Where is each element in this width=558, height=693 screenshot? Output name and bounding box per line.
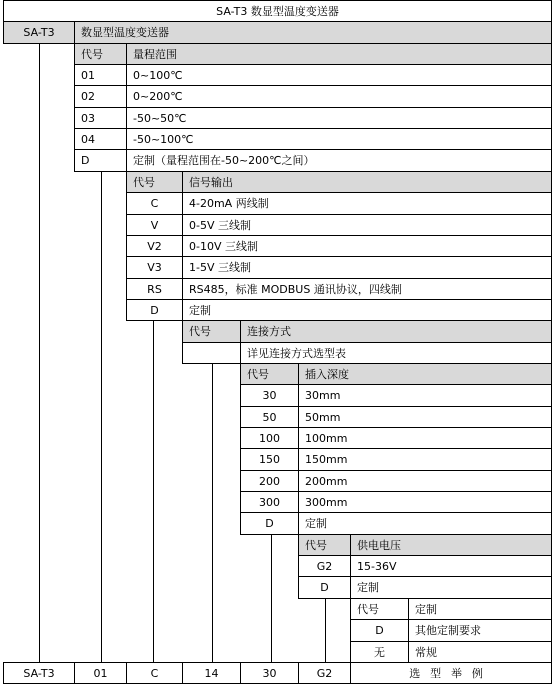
range-desc-cell: -50~100℃ <box>126 128 552 150</box>
power-code-cell: D <box>298 576 351 599</box>
connection-desc-cell: 详见连接方式选型表 <box>240 342 552 364</box>
output-code-cell: V3 <box>126 256 183 279</box>
custom-code-cell: 无 <box>350 641 409 663</box>
depth-desc-cell: 300mm <box>298 491 552 513</box>
range-desc-cell: 0~200℃ <box>126 85 552 108</box>
connector-line <box>325 598 326 662</box>
range-header-code: 代号 <box>74 43 127 65</box>
connector-line <box>101 171 102 662</box>
range-desc-cell: 0~100℃ <box>126 64 552 86</box>
custom-desc-cell: 常规 <box>408 641 552 663</box>
depth-desc-cell: 200mm <box>298 470 552 492</box>
connection-code-cell <box>182 342 241 364</box>
connection-header-desc: 连接方式 <box>240 320 552 343</box>
depth-desc-cell: 100mm <box>298 427 552 449</box>
custom-code-cell: D <box>350 619 409 642</box>
depth-code-cell: D <box>240 512 299 535</box>
depth-code-cell: 100 <box>240 427 299 449</box>
power-header-code: 代号 <box>298 534 351 556</box>
model-code-cell: SA-T3 <box>3 21 75 44</box>
custom-desc-cell: 其他定制要求 <box>408 619 552 642</box>
depth-desc-cell: 150mm <box>298 448 552 471</box>
table-title: SA-T3 数显型温度变送器 <box>3 0 552 22</box>
depth-code-cell: 50 <box>240 406 299 428</box>
connector-line <box>153 320 154 662</box>
example-code-cell: 14 <box>182 662 241 684</box>
custom-header-desc: 定制 <box>408 598 552 620</box>
output-desc-cell: 4-20mA 两线制 <box>182 192 552 215</box>
example-code-cell: C <box>126 662 183 684</box>
example-code-cell: 30 <box>240 662 299 684</box>
output-desc-cell: 定制 <box>182 299 552 321</box>
range-code-cell: D <box>74 149 127 172</box>
output-header-desc: 信号输出 <box>182 171 552 193</box>
output-desc-cell: 0-5V 三线制 <box>182 214 552 236</box>
output-code-cell: D <box>126 299 183 321</box>
connector-line <box>39 43 40 662</box>
connector-line <box>271 534 272 662</box>
depth-desc-cell: 定制 <box>298 512 552 535</box>
depth-code-cell: 300 <box>240 491 299 513</box>
example-code-cell: SA-T3 <box>3 662 75 684</box>
depth-desc-cell: 30mm <box>298 384 552 407</box>
power-code-cell: G2 <box>298 555 351 577</box>
output-desc-cell: RS485，标准 MODBUS 通讯协议，四线制 <box>182 278 552 300</box>
connector-line <box>212 363 213 662</box>
output-desc-cell: 1-5V 三线制 <box>182 256 552 279</box>
range-code-cell: 04 <box>74 128 127 150</box>
depth-code-cell: 30 <box>240 384 299 407</box>
connection-header-code: 代号 <box>182 320 241 343</box>
custom-header-code: 代号 <box>350 598 409 620</box>
power-desc-cell: 15-36V <box>350 555 552 577</box>
depth-code-cell: 200 <box>240 470 299 492</box>
output-code-cell: C <box>126 192 183 215</box>
output-code-cell: V2 <box>126 235 183 257</box>
output-header-code: 代号 <box>126 171 183 193</box>
range-desc-cell: -50~50℃ <box>126 107 552 129</box>
power-desc-cell: 定制 <box>350 576 552 599</box>
depth-header-desc: 插入深度 <box>298 363 552 385</box>
range-code-cell: 02 <box>74 85 127 108</box>
output-code-cell: RS <box>126 278 183 300</box>
depth-desc-cell: 50mm <box>298 406 552 428</box>
range-code-cell: 01 <box>74 64 127 86</box>
range-header-desc: 量程范围 <box>126 43 552 65</box>
output-desc-cell: 0-10V 三线制 <box>182 235 552 257</box>
example-code-cell: 01 <box>74 662 127 684</box>
range-code-cell: 03 <box>74 107 127 129</box>
example-code-cell: G2 <box>298 662 351 684</box>
range-desc-cell: 定制（量程范围在-50~200℃之间） <box>126 149 552 172</box>
depth-code-cell: 150 <box>240 448 299 471</box>
power-header-desc: 供电电压 <box>350 534 552 556</box>
depth-header-code: 代号 <box>240 363 299 385</box>
model-name-cell: 数显型温度变送器 <box>74 21 552 44</box>
example-label: 选型举例 <box>350 662 552 684</box>
output-code-cell: V <box>126 214 183 236</box>
